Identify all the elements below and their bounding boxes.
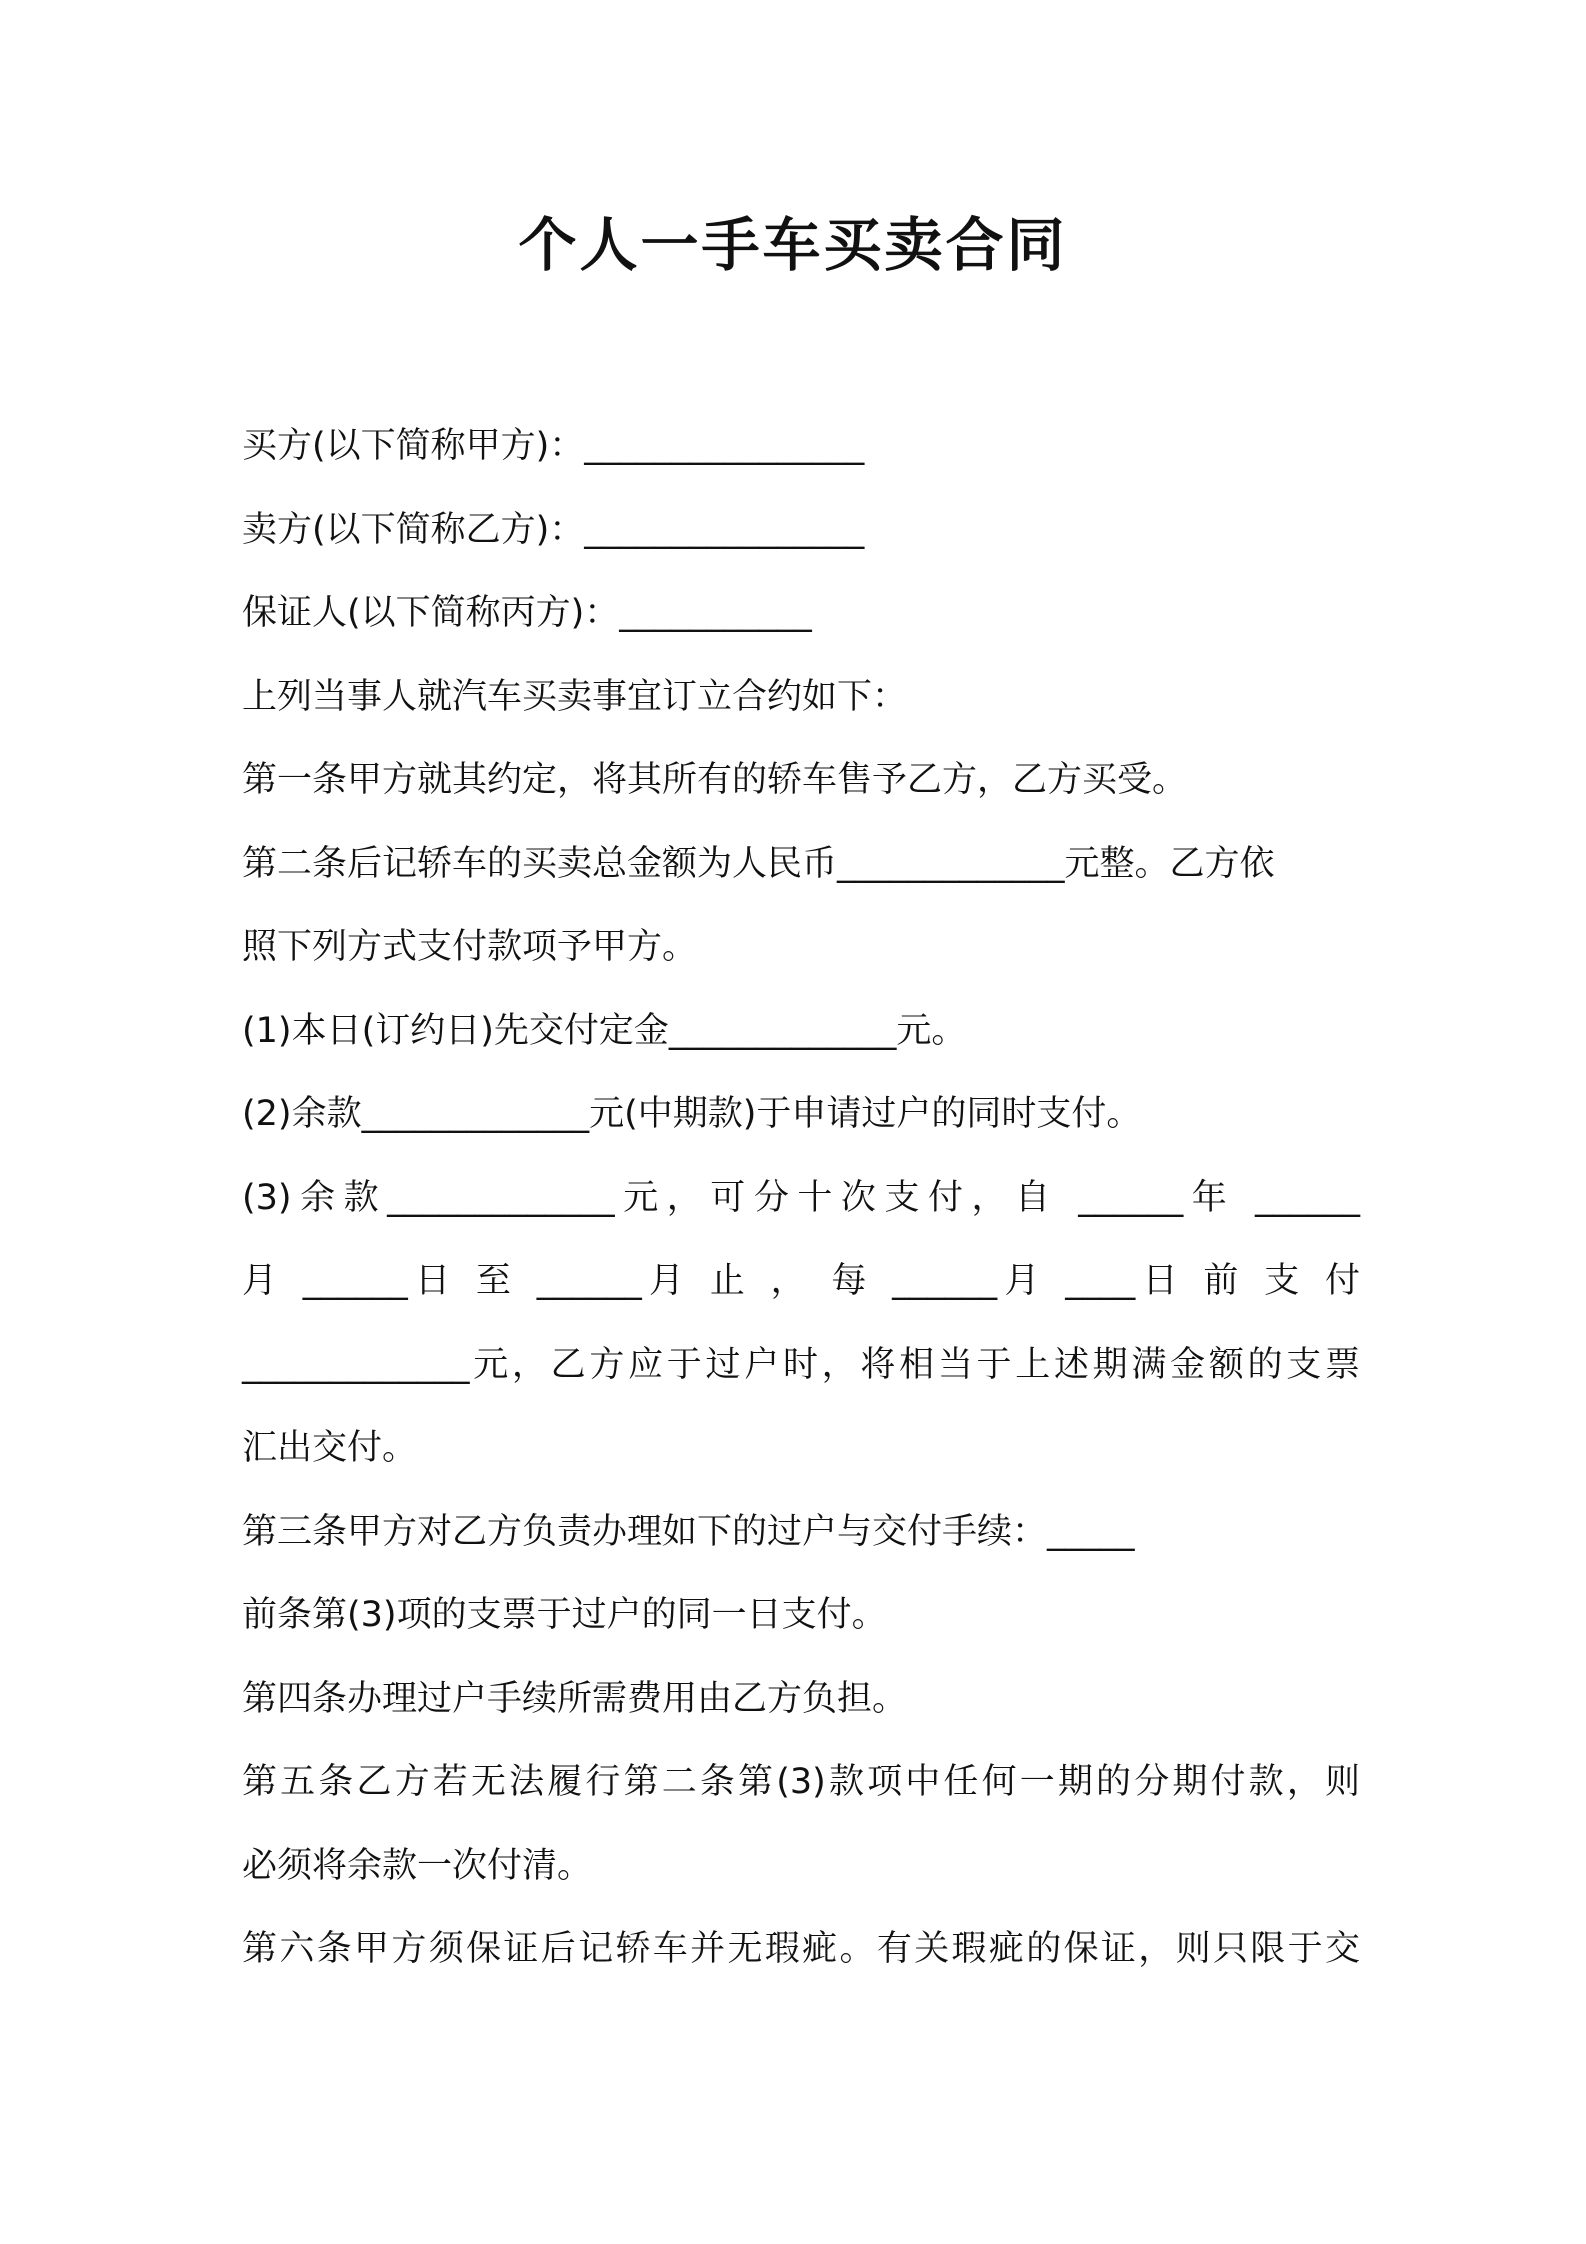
guarantor-line: 保证人(以下简称丙方)：___________: [242, 593, 812, 633]
payment-item-3-line-1: (3)余款_____________元，可分十次支付，自 ______年 ______: [242, 1177, 1360, 1218]
payment-item-3-line-3: _____________元，乙方应于过户时，将相当于上述期满金额的支票: [242, 1344, 1360, 1385]
article-6-line-1: 第六条甲方须保证后记轿车并无瑕疵。有关瑕疵的保证，则只限于交: [242, 1929, 1360, 1969]
seller-line: 卖方(以下简称乙方)：________________: [242, 509, 865, 550]
document-title: 个人一手车买卖合同: [518, 211, 1068, 279]
article-3-note-line: 前条第(3)项的支票于过户的同一日支付。: [242, 1595, 887, 1635]
article-2-line-1: 第二条后记轿车的买卖总金额为人民币_____________元整。乙方依: [242, 843, 1275, 884]
article-3-line: 第三条甲方对乙方负责办理如下的过户与交付手续：_____: [242, 1511, 1135, 1552]
payment-item-3-line-2: 月 ______日 至 ______月 止 ， 每 ______月 ____日 前 支 付: [242, 1261, 1360, 1301]
document-body: [242, 405, 1360, 1992]
article-4-line: 第四条办理过户手续所需费用由乙方负担。: [242, 1678, 908, 1719]
article-5-line-1: 第五条乙方若无法履行第二条第(3)款项中任何一期的分期付款，则: [242, 1762, 1360, 1802]
payment-item-2: (2)余款_____________元(中期款)于申请过户的同时支付。: [242, 1094, 1142, 1134]
preamble-line: 上列当事人就汽车买卖事宜订立合约如下：: [242, 676, 908, 717]
article-5-line-2: 必须将余款一次付清。: [242, 1845, 593, 1886]
article-2-line-2: 照下列方式支付款项予甲方。: [242, 927, 698, 967]
buyer-line: 买方(以下简称甲方)：________________: [242, 426, 865, 466]
payment-item-3-line-4: 汇出交付。: [242, 1428, 418, 1468]
payment-item-1: (1)本日(订约日)先交付定金_____________元。: [242, 1010, 967, 1051]
article-1-line: 第一条甲方就其约定，将其所有的轿车售予乙方，乙方买受。: [242, 760, 1188, 800]
